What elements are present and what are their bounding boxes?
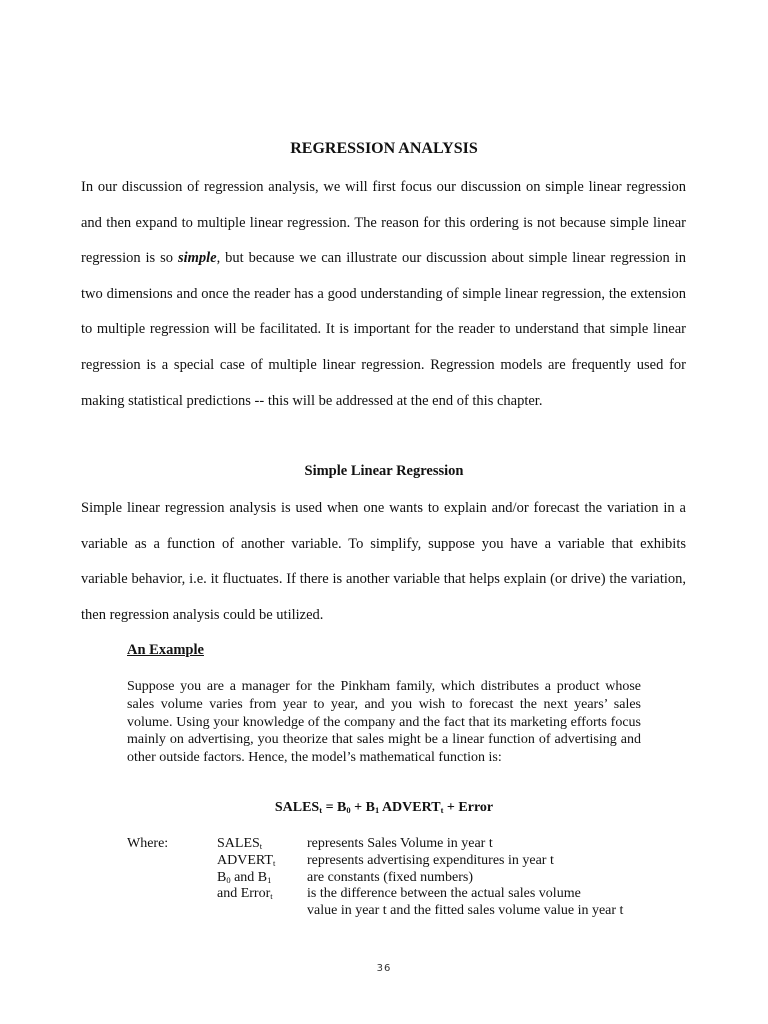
intro-text-end: , but because we can illustrate our discussion about simple linear regression in two dimensions and once the reader has a good understanding of simple linear regression, the extension to multiple regression will be facilitated. It is important for the reader to understand that simple linear regression is a special case of multiple linear regression. Regression models are frequently used for making statistical predictions -- this will be addressed at the end of this chapter. bbox=[81, 250, 686, 409]
example-paragraph: Suppose you are a manager for the Pinkham family, which distributes a product whose sales volume varies from year to year, and you wish to forecast the next years’ sales volume. Using your knowledge of the company and the fact that its marketing efforts focus mainly on advertising, you theorize that sales might be a linear function of advertising and other outside factors. Hence, the model’s mathematical function is: bbox=[127, 679, 641, 766]
definition-row bbox=[217, 870, 623, 887]
definition-term: $ADVERT_t$ bbox=[217, 852, 276, 868]
eq-sub-t-2: t bbox=[440, 805, 444, 815]
definition-term: $SALES_t$ bbox=[217, 836, 263, 851]
definition-row bbox=[217, 903, 623, 920]
definition-row bbox=[217, 836, 623, 853]
page-title: REGRESSION ANALYSIS bbox=[290, 140, 478, 157]
intro-text-start: In our discussion of regression analysis, we will first focus our discussion on simple linear regression and then expand to multiple linear regression. The reason for this ordering is not because simple linear regression is so bbox=[81, 179, 686, 267]
definition-description: value in year t and the fitted sales volume value in year t bbox=[307, 903, 624, 919]
definition-description: is the difference between the actual sales volume bbox=[307, 886, 581, 902]
eq-b1: + B bbox=[350, 800, 375, 815]
eq-advert: ADVERT bbox=[379, 800, 441, 815]
eq-sales: SALES bbox=[274, 800, 320, 815]
eq-sub-0: 0 bbox=[346, 805, 351, 815]
intro-emphasis: simple bbox=[177, 250, 217, 267]
definition-term: and Error$_t$ bbox=[217, 886, 273, 902]
model-equation bbox=[0, 800, 768, 816]
eq-sub-1: 1 bbox=[374, 805, 380, 815]
definition-description: represents advertising expenditures in year t bbox=[307, 852, 554, 868]
eq-b0: = B bbox=[322, 800, 347, 815]
definition-row bbox=[217, 886, 623, 903]
definition-term bbox=[217, 903, 307, 920]
definition-description: are constants (fixed numbers) bbox=[307, 869, 473, 885]
section-paragraph: Simple linear regression analysis is used when one wants to explain and/or forecast the variation in a variable as a function of another variable. To simplify, suppose you have a variable that exhibits variable behavior, i.e. it fluctuates. If there is another variable that helps explain (or drive) the variation, then regression analysis could be utilized. bbox=[81, 500, 686, 623]
eq-sub-t: t bbox=[319, 805, 323, 815]
example-heading: An Example bbox=[127, 642, 204, 658]
definition-description: represents Sales Volume in year t bbox=[307, 836, 493, 851]
page-number: 36 bbox=[376, 963, 392, 974]
definition-term: $B_0$ and $B_1$ bbox=[217, 869, 272, 885]
intro-paragraph bbox=[81, 170, 686, 419]
where-label: Where: bbox=[127, 836, 169, 851]
eq-error: + Error bbox=[443, 800, 494, 815]
definition-row bbox=[217, 853, 623, 870]
definitions-list bbox=[217, 836, 623, 920]
section-heading: Simple Linear Regression bbox=[304, 463, 464, 479]
